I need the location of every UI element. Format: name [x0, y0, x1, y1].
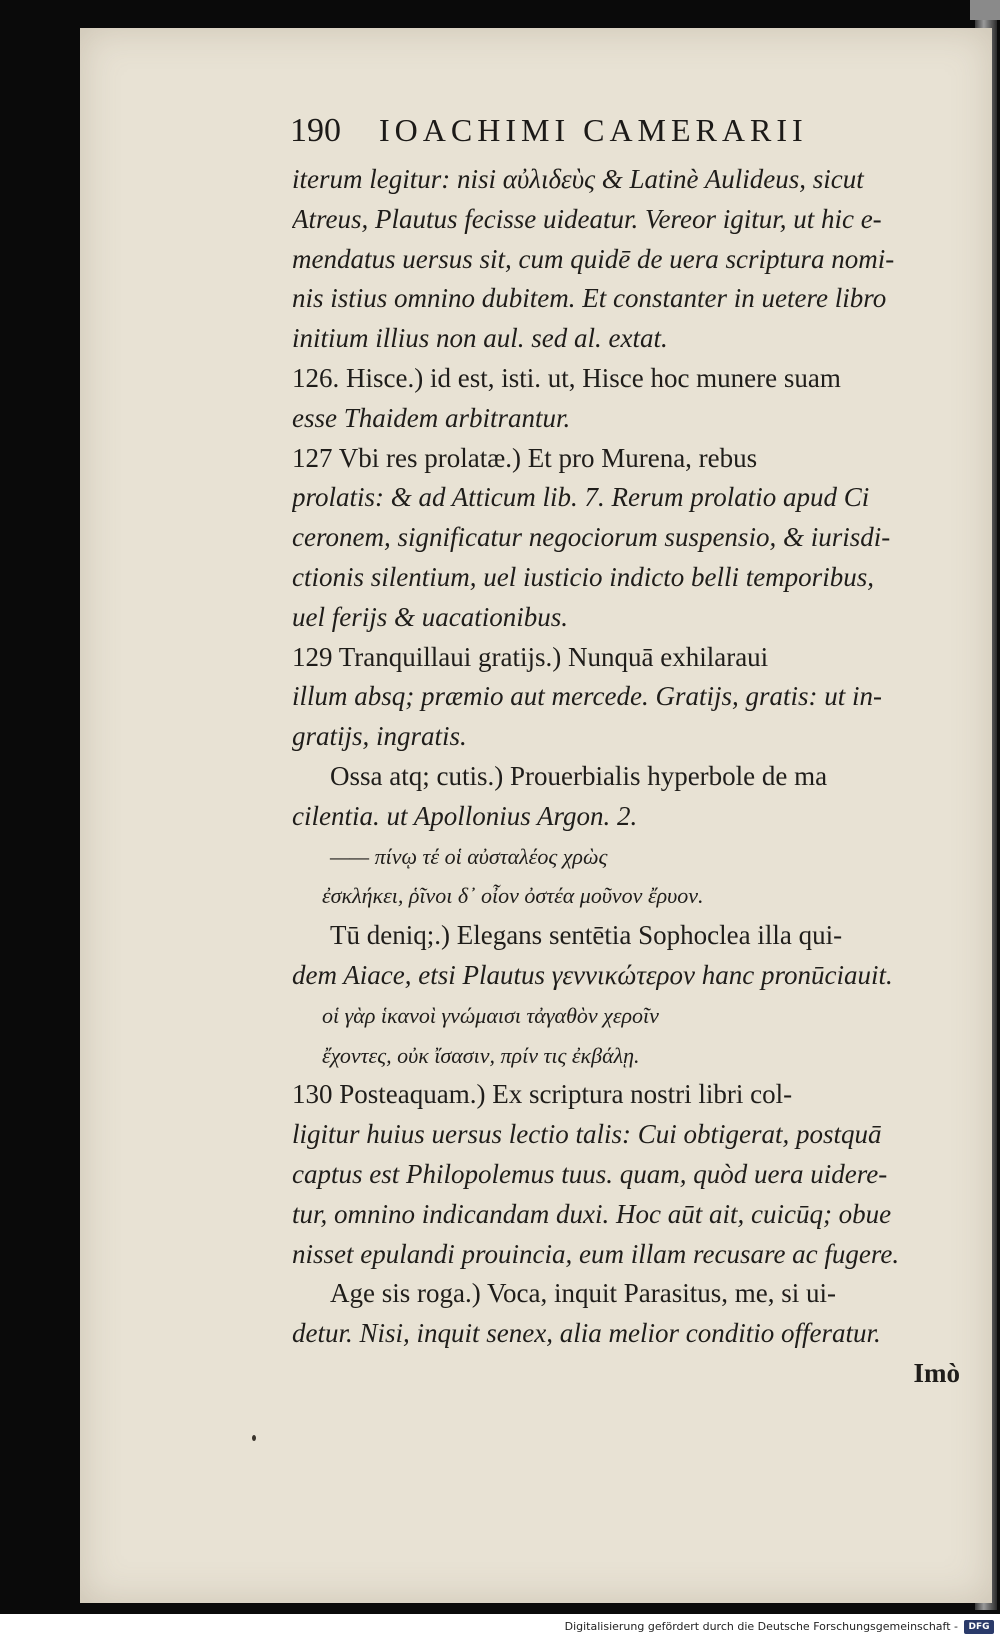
text-line: ceronem, significatur negociorum suspensio, & iurisdi- [292, 522, 891, 553]
text-line: ctionis silentium, uel iusticio indicto belli temporibus, [292, 561, 874, 592]
text-line: cilentia. ut Apollonius Argon. 2. [292, 800, 638, 831]
lemma-line: 130 Posteaquam.) Ex scriptura nostri libri col- [292, 1079, 793, 1110]
digitization-footer [0, 1614, 1000, 1639]
ink-spot [252, 1435, 256, 1441]
dfg-logo-icon: DFG [964, 1620, 994, 1634]
lemma-line: 126. Hisce.) id est, isti. ut, Hisce hoc munere suam [292, 362, 841, 393]
text-line: iterum legitur: nisi αὐλιδεὺς & Latinè Aulideus, sicut [292, 164, 864, 194]
catchword: Imò [913, 1357, 960, 1388]
text-line: esse Thaidem arbitrantur. [292, 402, 571, 433]
text-line: gratijs, ingratis. [292, 721, 467, 752]
lemma-line: Age sis roga.) Voca, inquit Parasitus, me, si ui- [330, 1278, 836, 1309]
lemma-line: Ossa atq; cutis.) Prouerbialis hyperbole de ma [330, 760, 828, 791]
lemma-line: 129 Tranquillaui gratijs.) Nunquā exhilaraui [292, 641, 769, 672]
greek-quote-line: ἐσκλήκει, ῥῖνοι δ᾽ οἶον ὀστέα μοῦνον ἔρυον. [322, 883, 704, 909]
page-header [290, 112, 910, 152]
commentary-text [292, 160, 972, 1394]
funding-credit: Digitalisierung gefördert durch die Deutsche Forschungsgemeinschaft - [564, 1620, 958, 1633]
text-line: tur, omnino indicandam duxi. Hoc aūt ait, cuicūq; obue [292, 1198, 892, 1229]
text-line: mendatus uersus sit, cum quidē de uera scriptura nomi- [292, 243, 895, 274]
text-line: illum absq; præmio aut mercede. Gratijs, gratis: ut in- [292, 681, 882, 712]
greek-quote-line: —— πίνῳ τέ οἱ αὐσταλέος χρὼς [330, 843, 608, 869]
text-line: captus est Philopolemus tuus. quam, quòd uera uidere- [292, 1158, 888, 1189]
text-line: initium illius non aul. sed al. extat. [292, 323, 668, 354]
scan-corner [970, 0, 1000, 20]
text-line: nis istius omnino dubitem. Et constanter in uetere libro [292, 283, 887, 314]
lemma-line: Tū deniq;.) Elegans sentētia Sophoclea illa qui- [330, 920, 843, 951]
running-head: IOACHIMI CAMERARII [379, 112, 808, 148]
text-line: ligitur huius uersus lectio talis: Cui obtigerat, postquā [292, 1119, 882, 1150]
greek-quote-line: ἔχοντες, οὐκ ἴσασιν, πρίν τις ἐκβάλῃ. [322, 1042, 640, 1068]
greek-quote-line: οἱ γὰρ ἱκανοὶ γνώμαισι τἀγαθὸν χεροῖν [322, 1002, 659, 1028]
text-line: nisset epulandi prouincia, eum illam recusare ac fugere. [292, 1238, 900, 1269]
text-line: dem Aiace, etsi Plautus γεννικώτερον hanc pronūciauit. [292, 959, 893, 990]
text-line: prolatis: & ad Atticum lib. 7. Rerum prolatio apud Ci [292, 482, 870, 513]
page-number: 190 [290, 112, 341, 149]
text-line: uel ferijs & uacationibus. [292, 601, 568, 632]
text-line: Atreus, Plautus fecisse uideatur. Vereor igitur, ut hic e- [292, 203, 882, 234]
text-line: detur. Nisi, inquit senex, alia melior conditio offeratur. [292, 1318, 881, 1349]
lemma-line: 127 Vbi res prolatæ.) Et pro Murena, rebus [292, 442, 758, 473]
